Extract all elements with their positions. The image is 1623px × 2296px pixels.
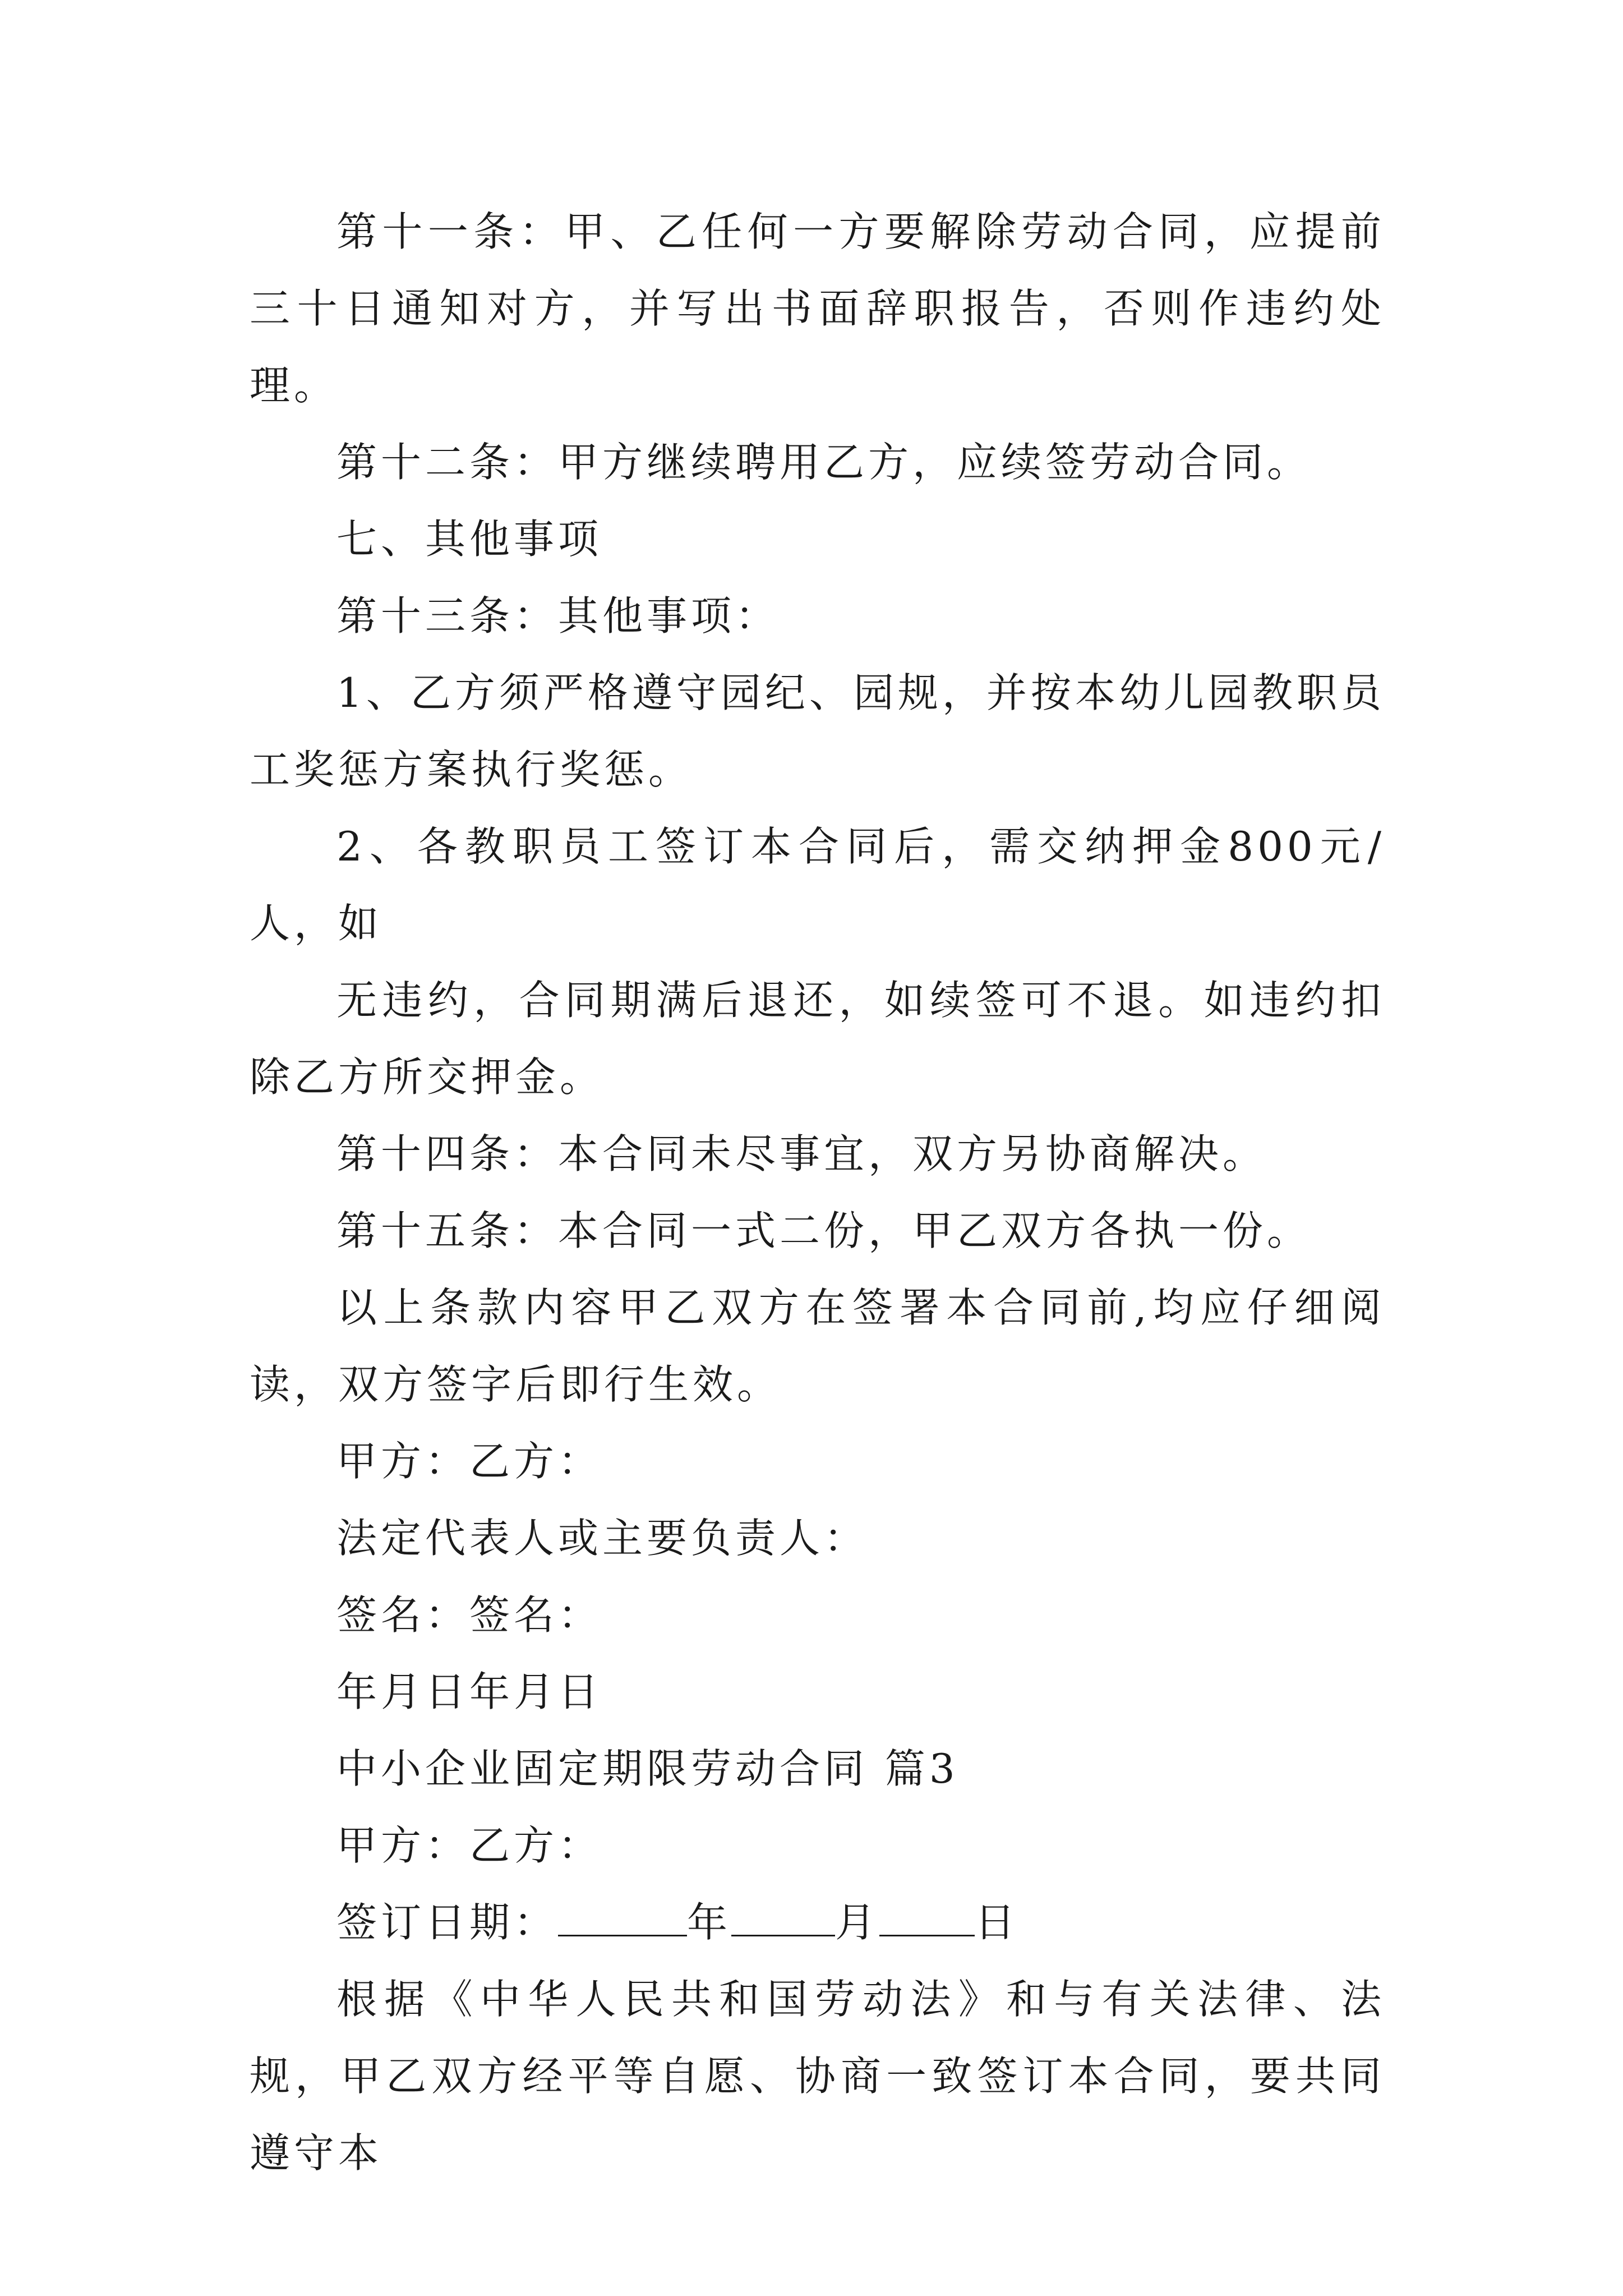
paragraph-effectiveness: 以上条款内容甲乙双方在签署本合同前,均应仔细阅读，双方签字后即行生效。 — [250, 1284, 1385, 1408]
parties-line: 甲方：乙方： — [336, 1438, 603, 1485]
sign-date-line — [250, 1884, 1385, 1961]
paragraph-article-15: 第十五条：本合同一式二份，甲乙双方各执一份。 — [336, 1207, 1312, 1254]
contract-title-part-3: 中小企业固定期限劳动合同 篇3 — [336, 1745, 959, 1792]
month-label: 月 — [835, 1899, 880, 1946]
sign-date-label: 签订日期： — [336, 1899, 559, 1946]
section-heading-other-matters: 七、其他事项 — [336, 516, 603, 563]
document-body — [250, 194, 1385, 2192]
parties-line-2: 甲方：乙方： — [336, 1822, 603, 1869]
list-item-1: 1、乙方须严格遵守园纪、园规，并按本幼儿园教职员工奖惩方案执行奖惩。 — [250, 669, 1385, 793]
list-item-2-continued: 无违约，合同期满后退还，如续签可不退。如违约扣除乙方所交押金。 — [250, 977, 1385, 1101]
day-blank — [879, 1901, 975, 1936]
month-blank — [731, 1901, 835, 1936]
list-item-2: 2、各教职员工签订本合同后，需交纳押金800元/人，如 — [250, 823, 1385, 947]
paragraph-article-13: 第十三条：其他事项： — [336, 592, 780, 639]
year-blank — [558, 1901, 687, 1936]
legal-representative-line: 法定代表人或主要负责人： — [336, 1515, 869, 1562]
signature-line: 签名：签名： — [336, 1591, 603, 1639]
date-line: 年月日年月日 — [336, 1668, 603, 1715]
paragraph-article-11: 第十一条：甲、乙任何一方要解除劳动合同，应提前三十日通知对方，并写出书面辞职报告，否则作违约处理。 — [250, 208, 1385, 409]
paragraph-article-14: 第十四条：本合同未尽事宜，双方另协商解决。 — [336, 1130, 1267, 1177]
paragraph-article-12: 第十二条：甲方继续聘用乙方，应续签劳动合同。 — [336, 439, 1312, 486]
year-label: 年 — [687, 1899, 732, 1946]
paragraph-basis: 根据《中华人民共和国劳动法》和与有关法律、法规，甲乙双方经平等自愿、协商一致签订本合同，要共同遵守本 — [250, 1976, 1385, 2177]
day-label: 日 — [975, 1899, 1020, 1946]
